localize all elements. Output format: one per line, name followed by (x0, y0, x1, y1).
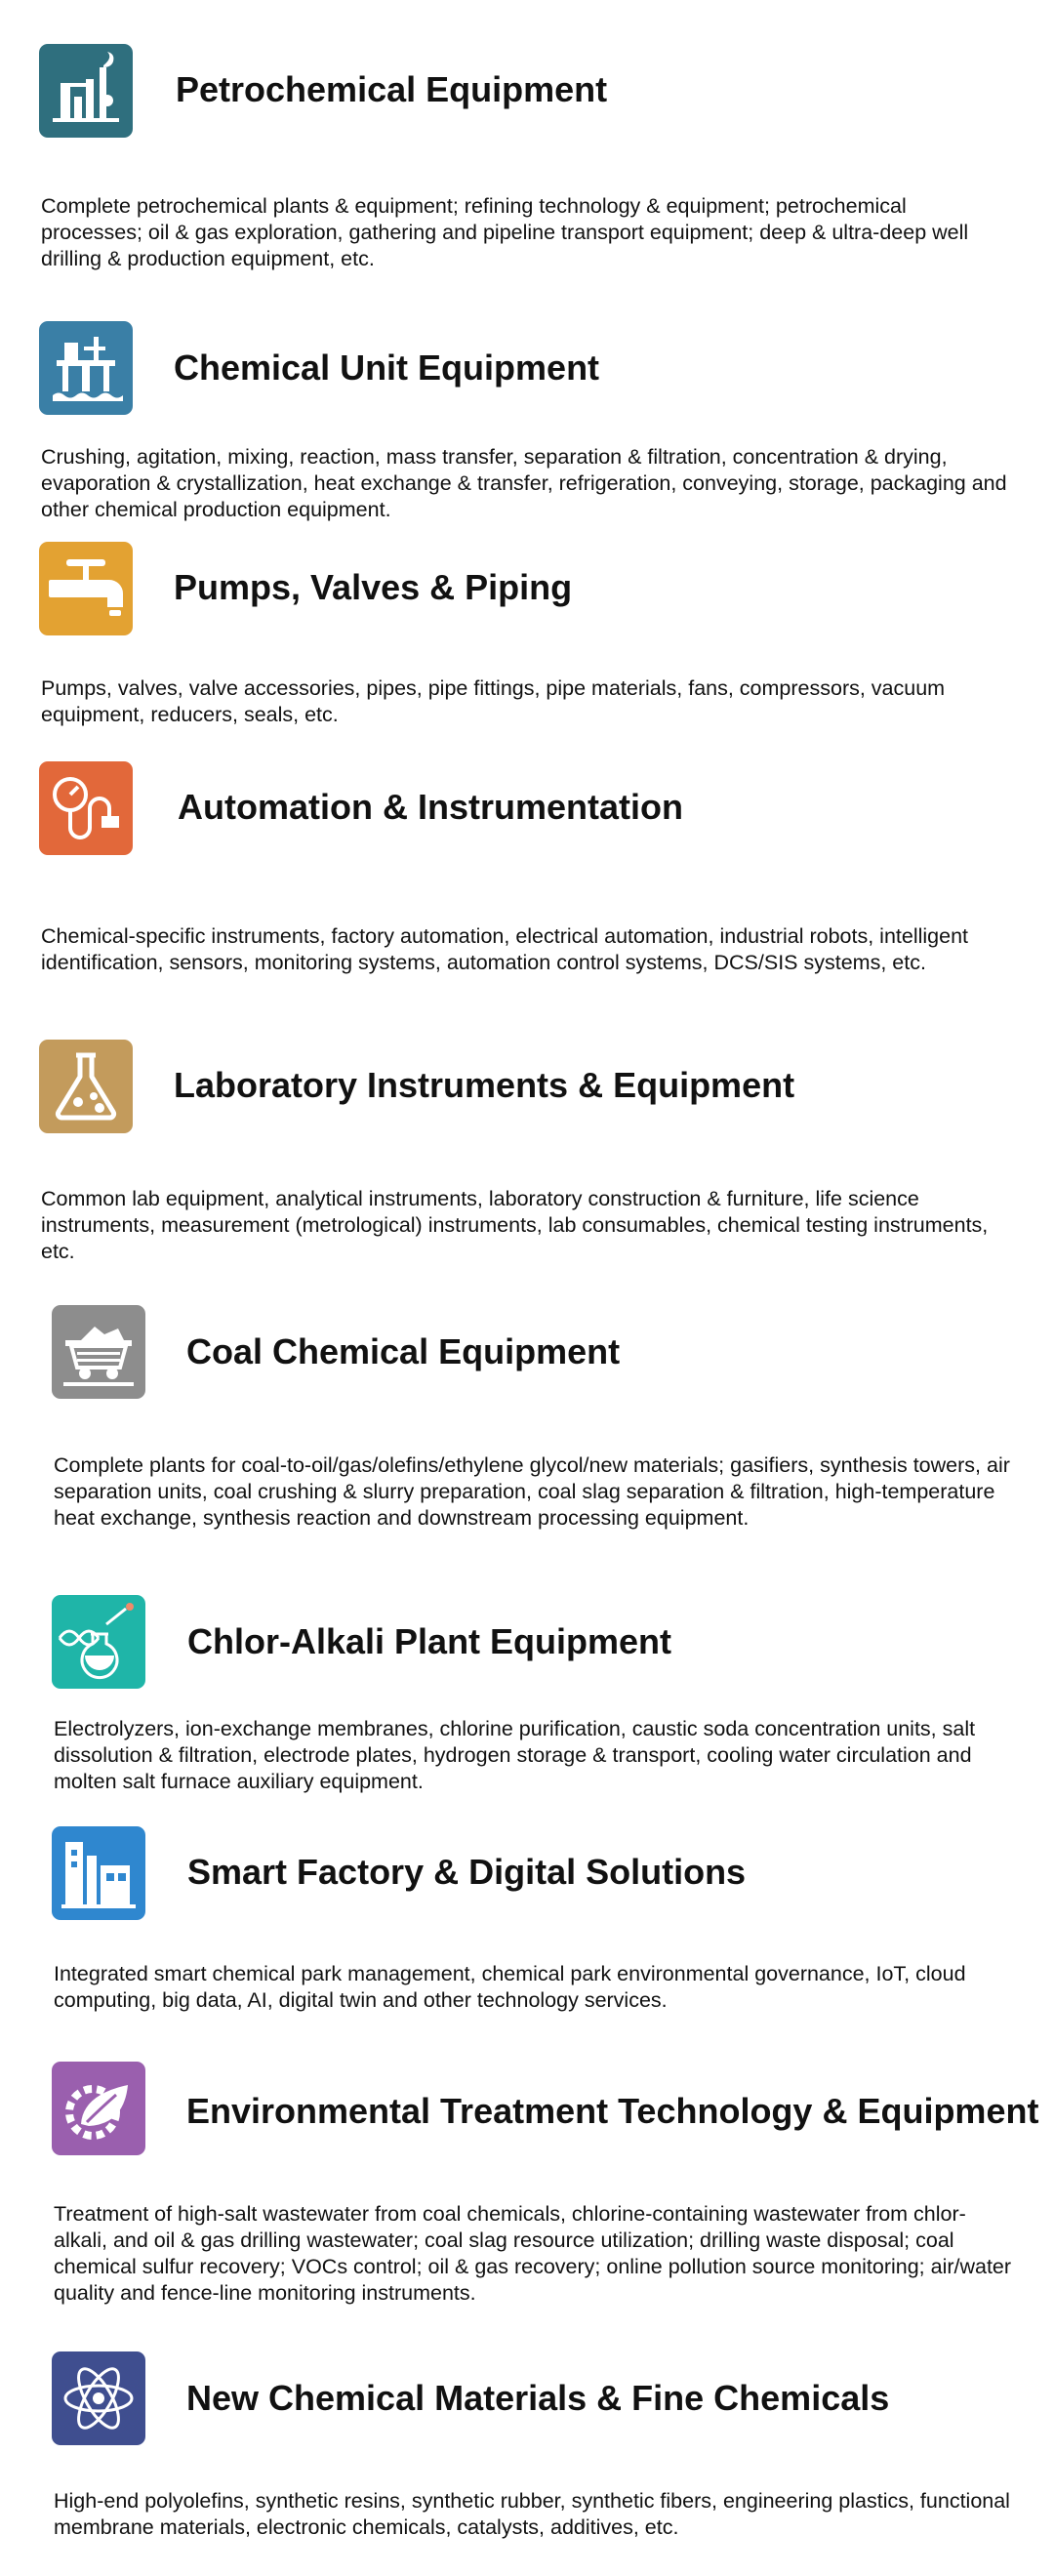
atom-icon (52, 2351, 145, 2445)
category-title: Coal Chemical Equipment (186, 1331, 621, 1371)
category-title: Smart Factory & Digital Solutions (187, 1852, 747, 1892)
category-title: Environmental Treatment Technology & Equipment (186, 2091, 1039, 2131)
category-title: Laboratory Instruments & Equipment (174, 1065, 795, 1105)
coal-cart-icon (52, 1305, 145, 1399)
category-description: Complete plants for coal-to-oil/gas/olefins/ethylene glycol/new materials; gasifiers, synthesis towers, air separation units, coal crushing & slurry preparation, coal slag separation & filtration, high-temperature heat exchange, synthesis reaction and downstream processing equipment. (54, 1453, 1010, 1530)
dna-flask-icon (52, 1595, 145, 1689)
pressure-gauge-icon (39, 761, 133, 855)
category-title: Chlor-Alkali Plant Equipment (187, 1621, 672, 1661)
valve-pipe-icon (39, 542, 133, 635)
category-description: Crushing, agitation, mixing, reaction, mass transfer, separation & filtration, concentration & drying, evaporation & crystallization, heat exchange & transfer, refrigeration, conveying, storage, packaging and other chemical production equipment. (41, 445, 1007, 521)
category-description: Complete petrochemical plants & equipment; refining technology & equipment; petrochemical processes; oil & gas exploration, gathering and pipeline transport equipment; deep & ultra-deep well drilling & production equipment, etc. (41, 194, 969, 270)
category-title: Chemical Unit Equipment (174, 348, 600, 388)
category-title: New Chemical Materials & Fine Chemicals (186, 2378, 890, 2418)
category-description: Treatment of high-salt wastewater from coal chemicals, chlorine-containing wastewater from chlor-alkali, and oil & gas drilling wastewater; coal slag resource utilization; drilling waste disposal; coal chemical sulfur recovery; VOCs control; oil & gas recovery; online pollution source monitoring; air/water quality and fence-line monitoring instruments. (54, 2202, 1012, 2305)
category-title: Automation & Instrumentation (178, 787, 683, 827)
offshore-platform-icon (39, 321, 133, 415)
category-description: High-end polyolefins, synthetic resins, synthetic rubber, synthetic fibers, engineering plastics, functional membrane materials, electronic chemicals, catalysts, additives, etc. (54, 2489, 1010, 2539)
category-title: Petrochemical Equipment (176, 69, 608, 109)
leaf-gear-icon (52, 2062, 145, 2155)
category-title: Pumps, Valves & Piping (174, 567, 573, 607)
refinery-icon (39, 44, 133, 138)
category-description: Electrolyzers, ion-exchange membranes, chlorine purification, caustic soda concentration units, salt dissolution & filtration, electrode plates, hydrogen storage & transport, cooling water circulation and molten salt furnace auxiliary equipment. (54, 1717, 976, 1793)
flask-icon (39, 1040, 133, 1133)
category-description: Integrated smart chemical park management, chemical park environmental governance, IoT, cloud computing, big data, AI, digital twin and other technology services. (54, 1962, 966, 2012)
category-description: Common lab equipment, analytical instruments, laboratory construction & furniture, life science instruments, measurement (metrological) instruments, lab consumables, chemical testing instruments, etc. (41, 1187, 989, 1263)
smart-factory-icon (52, 1826, 145, 1920)
category-description: Chemical-specific instruments, factory automation, electrical automation, industrial robots, intelligent identification, sensors, monitoring systems, automation control systems, DCS/SIS systems, etc. (41, 924, 969, 974)
category-description: Pumps, valves, valve accessories, pipes, pipe fittings, pipe materials, fans, compressors, vacuum equipment, reducers, seals, etc. (41, 676, 946, 726)
